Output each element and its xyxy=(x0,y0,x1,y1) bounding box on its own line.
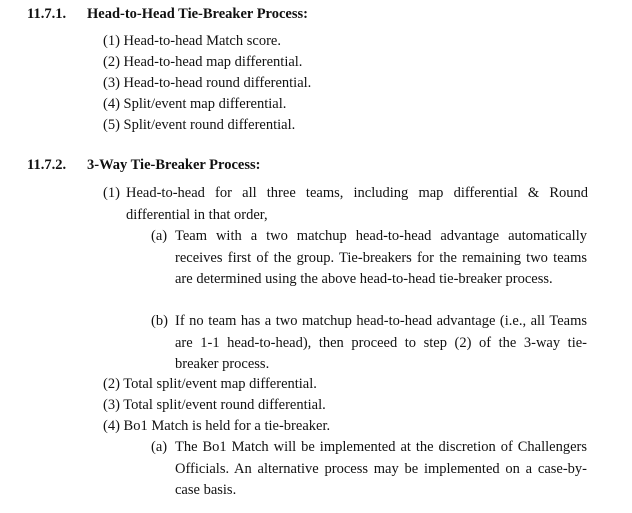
list-item-text: The Bo1 Match will be implemented at the discretion of Challengers Officials. An alternative process may be implemented on a case-by-case basis. xyxy=(175,439,587,498)
list-marker: (1) xyxy=(103,33,120,49)
list-marker: (2) xyxy=(103,54,120,70)
list-marker: (4) xyxy=(103,418,120,434)
list-marker: (3) xyxy=(103,75,120,91)
list-item xyxy=(103,94,286,116)
section-heading-11-7-2 xyxy=(27,155,260,177)
section-number: 11.7.1. xyxy=(27,6,67,22)
section-heading-11-7-1 xyxy=(27,4,308,26)
list-item-text: Head-to-head for all three teams, including map differential & Round differential in that order, xyxy=(126,185,588,223)
list-item xyxy=(103,416,330,438)
list-marker: (1) xyxy=(103,185,120,201)
list-marker: (b) xyxy=(151,313,168,329)
section-title: 3-Way Tie-Breaker Process: xyxy=(87,157,261,173)
list-item xyxy=(103,374,317,396)
list-item xyxy=(103,52,302,74)
list-item-text: Head-to-head round differential. xyxy=(123,75,312,91)
list-marker: (2) xyxy=(103,376,120,392)
list-item-text: Split/event round differential. xyxy=(123,117,296,133)
list-item xyxy=(103,395,326,417)
section-title: Head-to-Head Tie-Breaker Process: xyxy=(87,6,308,22)
list-item-text: Split/event map differential. xyxy=(123,96,287,112)
list-marker: (3) xyxy=(103,397,120,413)
list-item xyxy=(103,31,281,53)
list-marker: (5) xyxy=(103,117,120,133)
list-marker: (a) xyxy=(151,439,168,455)
section-number: 11.7.2. xyxy=(27,157,67,173)
list-item-text: Head-to-head Match score. xyxy=(123,33,281,49)
list-item xyxy=(103,115,295,137)
list-item-text: Total split/event map differential. xyxy=(123,376,317,392)
list-item-text: Bo1 Match is held for a tie-breaker. xyxy=(123,418,331,434)
list-item-text: If no team has a two matchup head-to-head advantage (i.e., all Teams are 1-1 head-to-head), then proceed to step (2) of the 3-way tie-breaker process. xyxy=(175,313,587,372)
list-marker: (4) xyxy=(103,96,120,112)
list-item-text: Total split/event round differential. xyxy=(123,397,326,413)
list-item xyxy=(103,73,311,95)
list-marker: (a) xyxy=(151,228,168,244)
list-item-text: Head-to-head map differential. xyxy=(123,54,303,70)
list-item-text: Team with a two matchup head-to-head advantage automatically receives first of the group. Tie-breakers for the remaining two teams are determined using the above head-to-head tie-breaker process. xyxy=(175,228,587,287)
